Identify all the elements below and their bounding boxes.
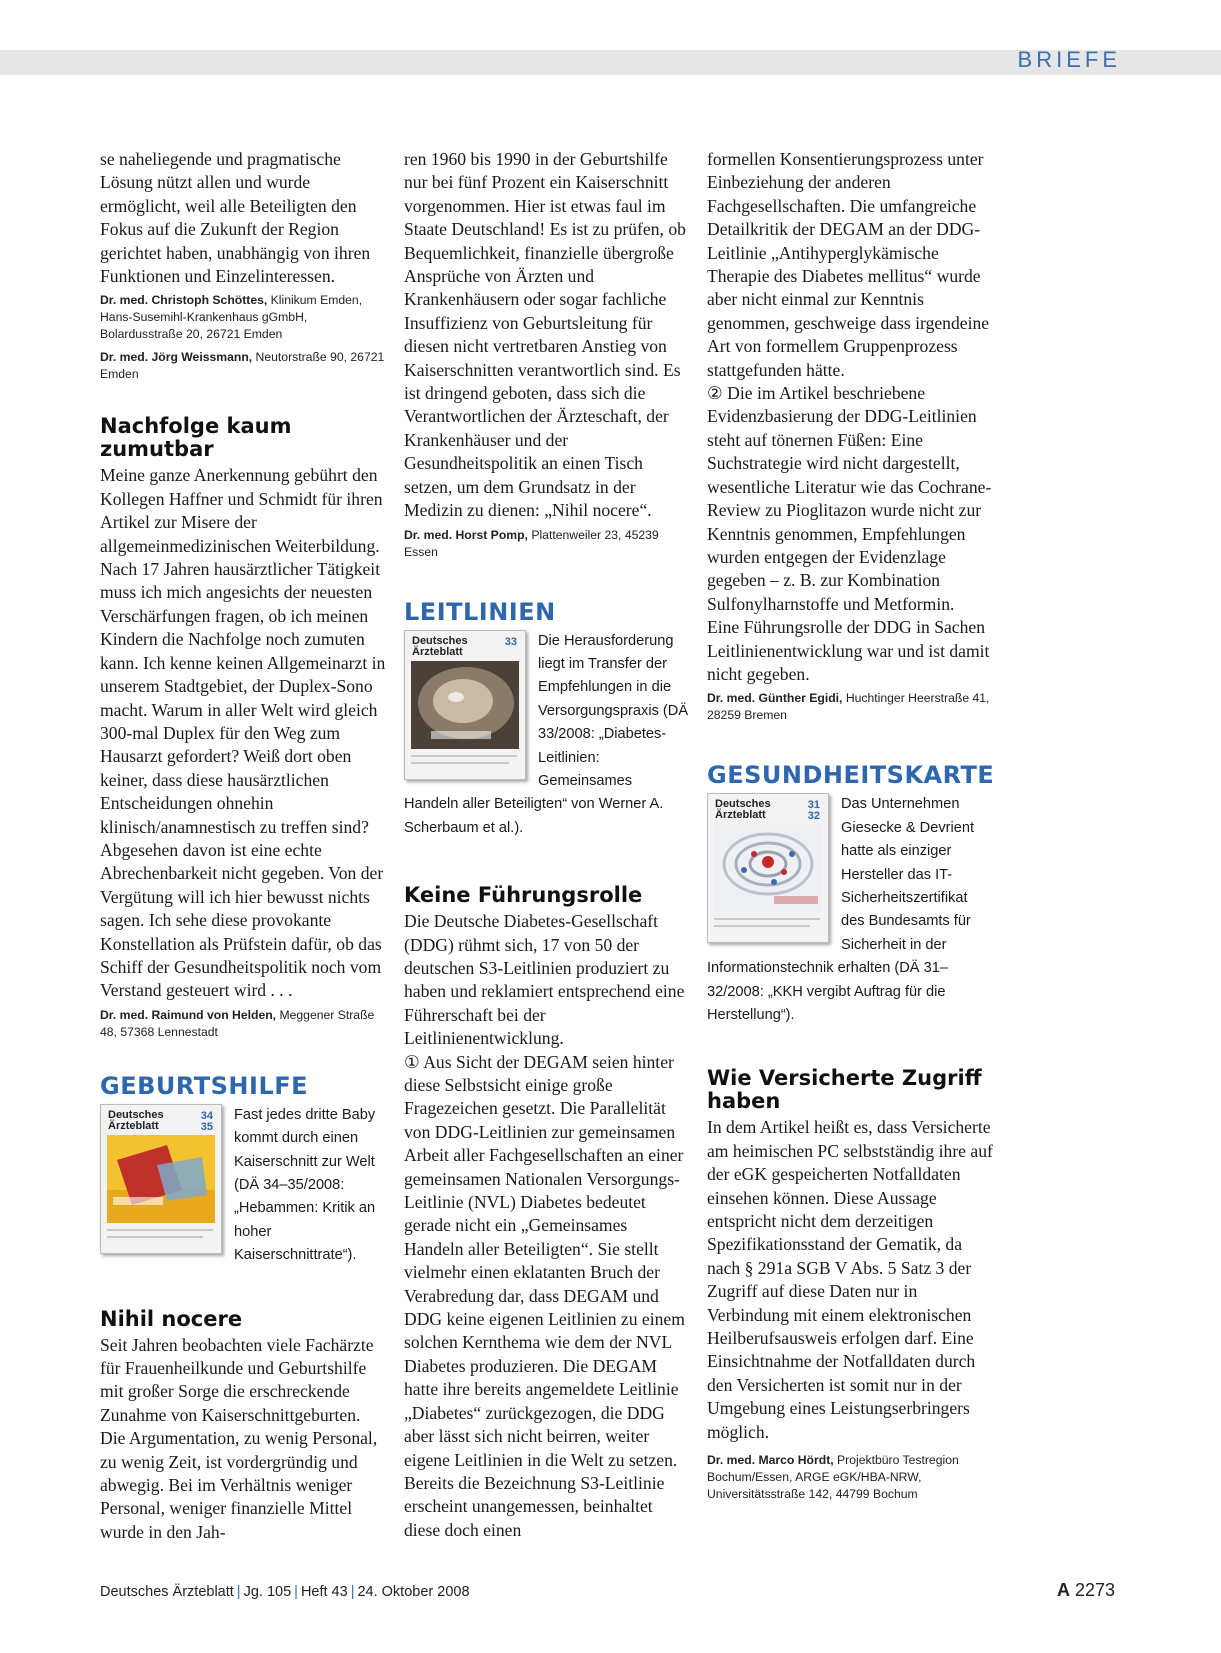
- magazine-cover-image: [100, 1104, 222, 1254]
- cover-photo: [107, 1135, 215, 1223]
- magazine-cover-image: [404, 630, 526, 780]
- magazine-cover-image: [707, 793, 829, 943]
- letter-heading: Nihil nocere: [100, 1306, 243, 1331]
- column-2: [404, 148, 690, 1542]
- signature: Dr. med. Marco Hördt, Projektbüro Testregion Bochum/Essen, ARGE eGK/HBA-NRW, Universitätsstraße 142, 44799 Bochum: [707, 1453, 959, 1502]
- article-text: Seit Jahren beobachten viele Fachärzte für Frauenheilkunde und Geburtshilfe mit großer Sorge die erschreckende Zunahme von Kaiserschnittgeburten. Die Argumentation, zu wenig Personal, zu wenig Zeit, ist vordergründig und abwegig. Bei im Verhältnis weniger Personal, weniger finanzielle Mittel wurde in den Jah-: [100, 1334, 378, 1542]
- column-1: [100, 148, 386, 1544]
- letter-heading: Wie Versicherte Zugriff haben: [707, 1066, 982, 1114]
- teaser-text: Das Unternehmen Giesecke & Devrient hatte als einziger Hersteller das IT-Sicherheitszertifikat des Bundesamts für Sicherheit in der Informationstechnik erhalten (DÄ 31–32/2008: „KKH vergibt Auftrag für die Herstellung“).: [707, 796, 975, 1023]
- category-heading: GESUNDHEITSKARTE: [707, 761, 995, 790]
- page-number: A 2273: [1056, 1580, 1115, 1600]
- cover-title: Deutsches Ärzteblatt: [108, 1108, 164, 1132]
- signature: Dr. med. Christoph Schöttes, Klinikum Emden, Hans-Susemihl-Krankenhaus gGmbH, Bolardusstraße 20, 26721 Emden: [100, 293, 363, 342]
- letter-heading: Keine Führungsrolle: [404, 883, 643, 908]
- letter-heading: Nachfolge kaum zumutbar: [100, 414, 292, 462]
- signature: Dr. med. Raimund von Helden, Meggener Straße 48, 57368 Lennestadt: [100, 1007, 375, 1039]
- journal-issue: Heft 43: [300, 1584, 348, 1600]
- teaser-block: [100, 1104, 386, 1268]
- signature: Dr. med. Günther Egidi, Huchtinger Heerstraße 41, 28259 Bremen: [707, 691, 990, 723]
- cover-title: Deutsches Ärzteblatt: [412, 634, 468, 658]
- article-text: formellen Konsentierungsprozess unter Einbeziehung der anderen Fachgesellschaften. Die umfangreiche Detailkritik der DEGAM an der DDG-Leitlinie „Antihyperglykämische Therapie des Diabetes mellitus“ wurde aber nicht einmal zur Kenntnis genommen, geschweige dass irgendeine Art von formellem Gruppenprozess stattgefunden hätte. ② Die im Artikel beschriebene Evidenzbasierung der DDG-Leitlinien steht auf tönernen Füßen: Eine Suchstrategie wird nicht dargestellt, wesentliche Literatur wie das Cochrane-Review zu Pioglitazon wurde nicht zur Kenntnis genommen, Empfehlungen wurden entgegen der Evidenzlage gegeben – z. B. zur Kombination Sulfonylharnstoffe und Metformin. Eine Führungsrolle der DDG in Sachen Leitlinienentwicklung war und ist damit nicht gegeben.: [707, 149, 992, 684]
- cover-number: 34 35: [200, 1109, 213, 1133]
- article-text: se naheliegende und pragmatische Lösung nützt allen und wurde ermöglicht, weil alle Beteiligten den Fokus auf die Zukunft der Region gerichtet haben, unabhängig von ihren Funktionen und Einzelinteressen.: [100, 149, 371, 287]
- footer-citation: Deutsches Ärzteblatt | Jg. 105 | Heft 43 | 24. Oktober 2008: [100, 1584, 470, 1600]
- cover-photo: [714, 824, 822, 912]
- article-text: Die Deutsche Diabetes-Gesellschaft (DDG) rühmt sich, 17 von 50 der deutschen S3-Leitlinien produziert zu haben und reklamiert entsprechend eine Führerschaft bei der Leitlinienentwicklung. ① Aus Sicht der DEGAM seien hinter diese Selbstsicht einige große Fragezeichen gesetzt. Die Parallelität von DDG-Leitlinien zur gemeinsamen Arbeit aller Fachgesellschaften an einer gemeinsamen Nationalen Versorgungs-Leitlinie (NVL) Diabetes bedeutet gerade nicht ein „Gemeinsames Handeln aller Beteiligten“. Sie stellt vielmehr einen eklatanten Bruch der Verabredung dar, dass DEGAM und DDG keine eigenen Leitlinien zu einem solchen Kernthema wie dem der NVL Diabetes produzieren. Die DEGAM hatte ihre bereits angemeldete Leitlinie „Diabetes“ zurückgezogen, die DDG aber lässt sich nicht beirren, weiter eigene Leitlinien in die Welt zu setzen. Bereits die Bezeichnung S3-Leitlinie erscheint unangemessen, beinhaltet diese doch einen: [404, 911, 685, 1540]
- category-heading: LEITLINIEN: [404, 597, 556, 626]
- cover-number: 33: [504, 635, 517, 648]
- teaser-text: Fast jedes dritte Baby kommt durch einen Kaiserschnitt zur Welt (DÄ 34–35/2008: „Hebammen: Kritik an hoher Kaiserschnittrate“).: [234, 1106, 376, 1264]
- article-text: ren 1960 bis 1990 in der Geburtshilfe nur bei fünf Prozent ein Kaiserschnitt vorgenommen. Hier ist etwas faul im Staate Deutschland! Es ist zu prüfen, ob Bequemlichkeit, finanzielle übergroße Ansprüche von Ärzten und Krankenhäusern oder sogar fachliche Insuffizienz von Geburtsleitung für diesen nicht vertretbaren Anstieg von Kaiserschnitten verantwortlich sind. Es ist dringend geboten, dass sich die Verantwortlichen der Ärzteschaft, der Krankenhäuser und der Gesundheitspolitik an einen Tisch setzen, um dem Grundsatz in der Medizin zu dienen: „Nihil nocere“.: [404, 149, 686, 521]
- signature: Dr. med. Horst Pomp, Plattenweiler 23, 45239 Essen: [404, 527, 659, 559]
- journal-name: Deutsches Ärzteblatt: [100, 1584, 234, 1600]
- cover-number: 31 32: [807, 799, 820, 823]
- signature: Dr. med. Jörg Weissmann, Neutorstraße 90, 26721 Emden: [100, 350, 385, 382]
- journal-date: 24. Oktober 2008: [357, 1584, 470, 1600]
- category-heading: GEBURTSHILFE: [100, 1071, 309, 1100]
- section-label: BRIEFE: [1017, 47, 1121, 72]
- teaser-text: Die Herausforderung liegt im Transfer der Empfehlungen in die Versorgungspraxis (DÄ 33/2008: „Diabetes-Leitlinien: Gemeinsames Handeln aller Beteiligten“ von Werner A. Scherbaum et al.).: [404, 632, 689, 836]
- journal-volume: Jg. 105: [243, 1584, 292, 1600]
- cover-photo: [411, 661, 519, 749]
- column-3: [707, 148, 993, 1503]
- article-text: Meine ganze Anerkennung gebührt den Kollegen Haffner und Schmidt für ihren Artikel zur Misere der allgemeinmedizinischen Weiterbildung. Nach 17 Jahren hausärztlicher Tätigkeit muss ich mich angesichts der neuesten Verschärfungen fragen, ob ich meinen Kindern die Nachfolge noch zumuten kann. Ich kenne keinen Allgemeinarzt in unserem Stadtgebiet, der Duplex-Sono macht. Warum in aller Welt wird gleich 300-mal Duplex für den Weg zum Hausarzt gefordert? Weiß dort oben keiner, dass diese hausärztlichen Entscheidungen ohnehin klinisch/anamnestisch zu treffen sind? Abgesehen davon ist eine echte Abrechenbarkeit nicht gegeben. Von der Vergütung will ich hier bewusst nichts sagen. Ich sehe diese provokante Konstellation als Prüfstein dafür, ob das Schiff der Gesundheitspolitik noch vom Verstand gesteuert wird . . .: [100, 465, 386, 1001]
- teaser-block: [707, 793, 993, 1027]
- cover-title: Deutsches Ärzteblatt: [715, 798, 771, 822]
- teaser-block: [404, 630, 690, 841]
- article-text: In dem Artikel heißt es, dass Versicherte am heimischen PC selbstständig ihre auf der eGK gespeicherten Notfalldaten einsehen können. Diese Aussage entspricht nicht dem derzeitigen Spezifikationsstand der Gematik, da nach § 291a SGB V Abs. 5 Satz 3 der Zugriff auf diese Daten nur in Verbindung mit einem elektronischen Heilberufsausweis erfolgen darf. Eine Einsichtnahme der Notfalldaten durch den Versicherten ist somit nur in der Umgebung eines Leistungserbringers möglich.: [707, 1117, 993, 1442]
